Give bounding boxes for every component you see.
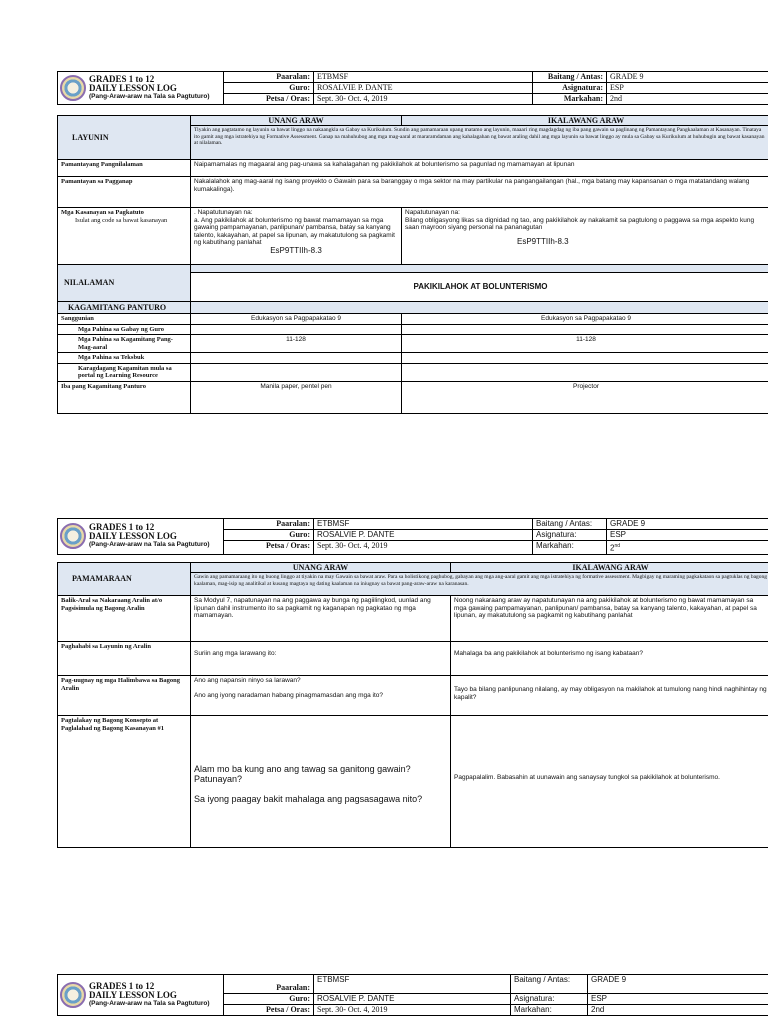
teksbuk-day1 — [191, 353, 402, 364]
kasanayan-label-cell — [58, 208, 191, 265]
kasanayan-day1-code: EsP9TTIIh-8.3 — [270, 245, 322, 255]
karagdagan-label: Karagdagang Kagamitan mula sa portal ng Learning Resource — [58, 363, 191, 381]
balik-day1: Sa Modyul 7, napatunayan na ang paggawa ay bunga ng pagiilingkod, uunlad ang lipunan dahil instrumento ito sa pagkamit ng kaganapan ng pagkatao ng mga mamamayan. — [191, 596, 451, 642]
pagtalakay-day1-q2: Sa iyong paagay bakit mahalaga ang pagsasagawa nito? — [194, 794, 423, 804]
dll-title: DAILY LESSON LOG — [89, 531, 177, 542]
paghahabi-day1: Suriin ang mga larawang ito: — [191, 642, 451, 676]
baitang-value: GRADE 9 — [607, 72, 768, 83]
dll-title: DAILY LESSON LOG — [89, 83, 177, 93]
petsa-label: Petsa / Oras: — [224, 94, 314, 105]
markahan-value: 2nd — [588, 1005, 768, 1016]
petsa-value: Sept. 30- Oct. 4, 2019 — [314, 94, 533, 105]
petsa-label: Petsa / Oras: — [224, 541, 314, 555]
guro-value: ROSALVIE P. DANTE — [314, 83, 533, 94]
paaralan-value: ETBMSF — [314, 975, 511, 994]
paaralan-label: Paaralan: — [224, 72, 314, 83]
pagtalakay-day2: Pagpapalalim. Babasahin at uunawain ang sanaysay tungkol sa pakikilahok at bolunterismo. — [451, 716, 768, 848]
header-page2 — [57, 518, 768, 555]
nilalaman-spacer — [191, 265, 768, 273]
deped-seal-icon — [60, 982, 86, 1008]
gabay-day2 — [402, 324, 768, 335]
karagdagan-day2 — [402, 363, 768, 381]
kasanayan-day1-text: . Napatutunayan na: a. Ang pakikilahok at bolunterismo ng bawat mamamayan sa mga gawaing pampamayanan, panlipunan/ pambansa, batay sa kanyang talento, kakayahan, at papel sa lipunan, ay makatutulong sa pagkamit ng kabutihang panlahat — [194, 209, 395, 246]
header-logo-cell-3 — [58, 975, 224, 1016]
grades-title: GRADES 1 to 12 — [89, 74, 155, 84]
kagamitan-spacer — [191, 302, 768, 314]
asignatura-label: Asignatura: — [533, 530, 607, 541]
gabay-day1 — [191, 324, 402, 335]
kagamitan-heading: KAGAMITANG PANTURO — [58, 302, 191, 314]
pagtalakay-label: Pagtalakay ng Bagong Konsepto at Paglalahad ng Bagong Kasanayan #1 — [58, 716, 191, 848]
baitang-label: Baitang / Antas: — [511, 975, 588, 994]
petsa-value: Sept. 30- Oct. 4, 2019 — [314, 541, 533, 555]
gabay-label: Mga Pahina sa Gabay ng Guro — [58, 324, 191, 335]
day2-header: IKALAWANG ARAW — [451, 563, 768, 573]
teksbuk-day2 — [402, 353, 768, 364]
kasanayan-day2-code: EsP9TTIIh-8.3 — [517, 236, 569, 246]
iba-day1: Manila paper, pentel pen — [191, 381, 402, 413]
pamamaraan-description: Gawin ang pamamaraang ito ng buong linggo at tiyakin na may Gawain sa bawat araw. Para sa holistikong paghubog, gabayan ang mga ang-aaral gamit ang mga istratehiya ng formative assessment. Magbigay ng maraming pagkakataon sa pagtuklas ng bagong kaalaman, mag-isip ng analitikal at kusang magtaya ng dating kaalaman na iniugnay sa bawat pang-araw-araw na karanasan. — [191, 573, 768, 596]
paguugnay-day1 — [191, 676, 451, 716]
deped-seal-icon — [60, 523, 86, 549]
karagdagan-day1 — [191, 363, 402, 381]
iba-label: Iba pang Kagamitang Panturo — [58, 381, 191, 413]
pagtalakay-day1-q1: Alam mo ba kung ano ang tawag sa ganitong gawain? Patunayan? — [194, 764, 411, 784]
layunin-description: Tiyakin ang pagtatamo ng layunin sa bawat linggo na nakaangkla sa Gabay sa Kurikulum. Sundin ang pamamaraan upang matamo ang layunin, maaari ring magdagdag ng iba pang gawain sa paglinang ng Pamantayang Pangkaalaman at Kasanayan. Tinataya ito gamit ang mga istratehiya ng Formative Assessment. Ganap na mahuhubog ang mga mag-aaral at mararamdaman ang kahalagahan ng bawat araling dahil ang mga layunin sa bawat linggo ay mula sa Gabay sa Kurikulum at huhubugin ang bawat kasanayan at nilalaman. — [191, 126, 768, 160]
guro-value: ROSALVIE P. DANTE — [314, 994, 511, 1005]
pagganap-label: Pamantayan sa Pagganap — [58, 177, 191, 208]
baitang-value: GRADE 9 — [588, 975, 768, 994]
markahan-label: Markahan: — [533, 541, 607, 555]
petsa-label: Petsa / Oras: — [224, 1005, 314, 1016]
asignatura-label: Asignatura: — [511, 994, 588, 1005]
baitang-label: Baitang / Antas: — [533, 72, 607, 83]
kasanayan-day2 — [402, 208, 768, 265]
asignatura-value: ESP — [588, 994, 768, 1005]
guro-label: Guro: — [224, 530, 314, 541]
pages-day2: 11-128 — [402, 335, 768, 353]
paguugnay-day1-q1: Ano ang napansin ninyo sa larawan? — [194, 677, 301, 684]
deped-seal-icon — [60, 75, 86, 101]
pamamaraan-heading: PAMAMARAAN — [58, 563, 191, 596]
sanggunian-day2: Edukasyon sa Pagpapakatao 9 — [402, 314, 768, 325]
asignatura-value: ESP — [607, 83, 768, 94]
paguugnay-day2: Tayo ba bilang panlipunang nilalang, ay may obligasyon na makilahok at tumulong nang hindi naghihintay ng kapalit? — [451, 676, 768, 716]
header-logo-cell-2 — [58, 519, 224, 555]
lesson-table-page2 — [57, 562, 768, 848]
markahan-value — [607, 541, 768, 555]
baitang-label: Baitang / Antas: — [533, 519, 607, 530]
paaralan-value: ETBMSF — [314, 519, 533, 530]
dll-subtitle: (Pang-Araw-araw na Tala sa Pagtuturo) — [89, 1000, 210, 1007]
dll-title: DAILY LESSON LOG — [89, 990, 177, 1000]
sanggunian-label: Sanggunian — [58, 314, 191, 325]
teksbuk-label: Mga Pahina sa Teksbuk — [58, 353, 191, 364]
header-logo-cell — [58, 72, 224, 105]
day2-header: IKALAWANG ARAW — [402, 116, 768, 126]
paaralan-label: Paaralan: — [224, 975, 314, 994]
guro-value: ROSALVIE P. DANTE — [314, 530, 533, 541]
pagganap-value: Nakalalahok ang mag-aaral ng isang proyekto o Gawain para sa baranggay o mga sektor na may partikular na pangangailangan (hal., mga batang may kapansanan o mga matatandang walang kumakalinga). — [191, 177, 768, 208]
day1-header: UNANG ARAW — [191, 116, 402, 126]
markahan-sup: nd — [614, 543, 621, 549]
pages-day1: 11-128 — [191, 335, 402, 353]
balik-day2: Noong nakaraang araw ay napatutunayan na ang pakikilahok at bolunterismo ng bawat mamamayan sa mga gawaing pampamayanan, panlipunan/ pambansa, batay sa kanyang talento, kakayahan, at papel sa lipunan, ay makatutulong sa pagkamit ng kabutihang panlahat — [451, 596, 768, 642]
kasanayan-sublabel: Isulat ang code sa bawat kasanayan — [75, 216, 168, 224]
asignatura-label: Asignatura: — [533, 83, 607, 94]
paaralan-value: ETBMSF — [314, 72, 533, 83]
header-page3 — [57, 974, 768, 1016]
nilalaman-value: PAKIKILAHOK AT BOLUNTERISMO — [191, 273, 768, 302]
nilalaman-heading: NILALAMAN — [58, 265, 191, 302]
kasanayan-day1 — [191, 208, 402, 265]
petsa-value: Sept. 30- Oct. 4, 2019 — [314, 1005, 511, 1016]
guro-label: Guro: — [224, 83, 314, 94]
lesson-table-page1 — [57, 115, 768, 414]
grades-title: GRADES 1 to 12 — [89, 981, 155, 991]
sanggunian-day1: Edukasyon sa Pagpapakatao 9 — [191, 314, 402, 325]
guro-label: Guro: — [224, 994, 314, 1005]
grades-title: GRADES 1 to 12 — [89, 522, 155, 533]
paghahabi-day2: Mahalaga ba ang pakikilahok at bolunterismo ng isang kabataan? — [451, 642, 768, 676]
markahan-label: Markahan: — [533, 94, 607, 105]
balik-label: Balik-Aral sa Nakaraang Aralin at/o Pagsisimula ng Bagong Aralin — [58, 596, 191, 642]
iba-day2: Projector — [402, 381, 768, 413]
markahan-label: Markahan: — [511, 1005, 588, 1016]
paghahabi-label: Paghahabi sa Layunin ng Aralin — [58, 642, 191, 676]
dll-subtitle: (Pang-Araw-araw na Tala sa Pagtuturo) — [89, 93, 210, 100]
pagtalakay-day1 — [191, 716, 451, 848]
paguugnay-day1-q2: Ano ang iyong naradaman habang pinagmamasdan ang mga ito? — [194, 691, 383, 699]
asignatura-value: ESP — [607, 530, 768, 541]
kagamitan-pages-label: Mga Pahina sa Kagamitang Pang-Mag-aaral — [58, 335, 191, 353]
kasanayan-day2-text: Napatutunayan na: Bilang obligasyong likas sa dignidad ng tao, ang pakikilahok ay nakakamit sa pagtulong o paggawa sa mga aspekto kung saan mayroon siyang personal na pananagutan — [405, 209, 755, 231]
paaralan-label: Paaralan: — [224, 519, 314, 530]
baitang-value: GRADE 9 — [607, 519, 768, 530]
pangnilalaman-label: Pamantayang Pangnilalaman — [58, 160, 191, 177]
markahan-value: 2nd — [607, 94, 768, 105]
day1-header: UNANG ARAW — [191, 563, 451, 573]
markahan-num: 2 — [610, 543, 615, 553]
dll-subtitle: (Pang-Araw-araw na Tala sa Pagtuturo) — [89, 541, 210, 549]
pangnilalaman-value: Naipamamalas ng magaaral ang pag-unawa sa kahalagahan ng pakikilahok at bolunterismo sa pagunlad ng mamamayan at lipunan — [191, 160, 768, 177]
header-page1 — [57, 71, 768, 105]
kasanayan-label: Mga Kasanayan sa Pagkatuto — [61, 209, 144, 216]
paguugnay-label: Pag-uugnay ng mga Halimbawa sa Bagong Aralin — [58, 676, 191, 716]
layunin-heading: LAYUNIN — [58, 116, 191, 160]
